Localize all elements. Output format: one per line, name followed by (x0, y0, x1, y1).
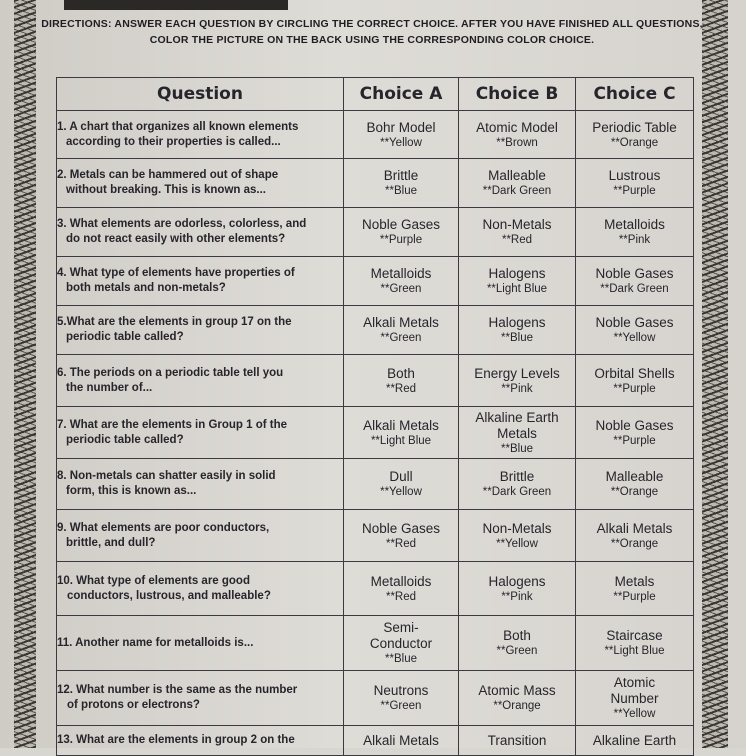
color-choice: **Red (385, 537, 417, 550)
question-line: 8. Non-metals can shatter easily in solid (57, 470, 276, 482)
color-choice: **Green (380, 700, 422, 712)
choice-a-cell[interactable] (344, 306, 459, 355)
question-cell (57, 562, 344, 616)
table-row (57, 407, 694, 459)
question-cell (57, 159, 344, 208)
choice-b-cell[interactable] (459, 208, 576, 257)
choice-text: Halogens (488, 266, 546, 281)
question-line: according to their properties is called... (66, 135, 281, 148)
question-cell (57, 257, 344, 306)
choice-text: Non-Metals (482, 217, 552, 232)
choice-text: Non-Metals (482, 520, 552, 536)
choice-a-cell[interactable] (344, 510, 459, 562)
table-row (57, 306, 694, 355)
choice-text: Bohr Model (366, 119, 436, 135)
choice-text: Both (503, 628, 531, 643)
choice-text: Alkali Metals (363, 315, 439, 330)
choice-text: Halogens (488, 315, 546, 330)
choice-a-cell[interactable] (344, 616, 459, 671)
choice-a-cell[interactable] (344, 562, 459, 616)
question-line: 13. What are the elements in group 2 on the (57, 734, 295, 746)
table-row (57, 459, 694, 510)
choice-text: Brittle (499, 469, 535, 484)
choice-text: Alkaline Earth (475, 409, 559, 425)
color-choice: **Green (380, 332, 422, 344)
table-row (57, 111, 694, 159)
choice-b-cell[interactable] (459, 671, 576, 726)
question-cell (57, 208, 344, 257)
question-line: 1. A chart that organizes all known elements (57, 120, 299, 133)
color-choice: **Purple (379, 234, 423, 246)
question-line: without breaking. This is known as... (66, 184, 266, 196)
choice-a-cell[interactable] (344, 159, 459, 208)
choice-text: Metals (614, 573, 655, 589)
question-line: 6. The periods on a periodic table tell you (57, 366, 284, 379)
table-row (57, 616, 694, 671)
table-header-row (57, 78, 694, 111)
table-row (57, 159, 694, 208)
color-choice: **Blue (501, 332, 533, 344)
question-line: brittle, and dull? (66, 536, 156, 549)
choice-text: Alkali Metals (363, 417, 439, 433)
choice-b-cell[interactable] (459, 459, 576, 510)
question-line: 10. What type of elements are good (57, 574, 250, 587)
choice-text: Atomic Mass (478, 683, 556, 698)
choice-b-cell[interactable] (459, 407, 576, 459)
question-cell (57, 671, 344, 726)
color-choice: **Blue (501, 442, 533, 455)
choice-b-cell[interactable] (459, 616, 576, 671)
choice-c-cell[interactable] (576, 562, 694, 616)
question-line: 5.What are the elements in group 17 on the (57, 316, 292, 328)
table-row (57, 355, 694, 407)
choice-a-cell[interactable] (344, 726, 459, 756)
choice-a-cell[interactable] (344, 671, 459, 726)
choice-c-cell[interactable] (576, 257, 694, 306)
choice-text: Malleable (605, 469, 664, 484)
question-cell (57, 407, 344, 459)
question-cell (57, 616, 344, 671)
choice-text: Atomic Model (476, 119, 558, 135)
choice-text: Alkali Metals (363, 732, 439, 748)
question-cell (57, 355, 344, 407)
choice-b-cell[interactable] (459, 726, 576, 756)
color-choice: **Dark Green (482, 185, 552, 197)
choice-text: Metalloids (370, 573, 432, 589)
directions-line-2: COLOR THE PICTURE ON THE BACK USING THE CORRESPONDING COLOR CHOICE. (149, 34, 595, 46)
choice-text: Alkaline Earth (592, 732, 677, 748)
question-line: periodic table called? (66, 331, 184, 343)
decorative-border-left (14, 0, 36, 748)
color-choice: **Blue (385, 653, 417, 665)
question-line: 9. What elements are poor conductors, (57, 521, 270, 534)
choice-c-cell[interactable] (576, 510, 694, 562)
choice-c-cell[interactable] (576, 208, 694, 257)
color-choice: **Light Blue (604, 645, 665, 657)
choice-a-cell[interactable] (344, 459, 459, 510)
table-row (57, 671, 694, 726)
choice-text: Semi- (383, 620, 419, 635)
color-choice: **Yellow (380, 486, 422, 498)
color-choice: **Pink (618, 234, 651, 246)
choice-text: Noble Gases (361, 217, 441, 232)
choice-b-cell[interactable] (459, 562, 576, 616)
color-choice: **Orange (610, 537, 659, 550)
color-choice: **Light Blue (486, 283, 548, 295)
choice-text: Orbital Shells (594, 365, 675, 381)
question-line: do not react easily with other elements? (66, 233, 286, 245)
choice-text: Noble Gases (595, 315, 674, 330)
color-choice: **Purple (613, 185, 656, 197)
choice-text: Dull (389, 469, 413, 484)
choice-text: Number (610, 691, 659, 706)
color-choice: **Blue (385, 185, 417, 197)
color-choice: **Yellow (613, 708, 656, 720)
directions-line-1: DIRECTIONS: ANSWER EACH QUESTION BY CIRCLING THE CORRECT CHOICE. AFTER YOU HAVE FINISHED ALL QUESTIONS, (41, 18, 703, 30)
question-line: both metals and non-metals? (66, 282, 226, 294)
choice-text: Periodic Table (592, 119, 677, 135)
color-choice: **Yellow (496, 537, 538, 550)
choice-b-cell[interactable] (459, 257, 576, 306)
question-line: 3. What elements are odorless, colorless, and (57, 218, 307, 230)
question-line: 2. Metals can be hammered out of shape (57, 169, 279, 181)
header-choice-a: Choice A (344, 78, 459, 111)
choice-c-cell[interactable] (576, 671, 694, 726)
choice-b-cell[interactable] (459, 159, 576, 208)
color-choice: **Purple (613, 382, 656, 395)
table-row (57, 562, 694, 616)
color-choice: **Green (380, 283, 422, 295)
choice-text: Neutrons (373, 683, 429, 698)
question-line: 7. What are the elements in Group 1 of the (57, 418, 288, 431)
table-row (57, 726, 694, 756)
choice-b-cell[interactable] (459, 510, 576, 562)
choice-text: Metalloids (370, 266, 432, 281)
color-choice: **Dark Green (600, 283, 669, 295)
question-line: periodic table called? (66, 433, 184, 446)
question-line: of protons or electrons? (67, 699, 200, 711)
color-choice: **Green (496, 645, 538, 657)
question-line: 11. Another name for metalloids is... (57, 636, 254, 649)
question-cell (57, 306, 344, 355)
directions-text (40, 16, 704, 48)
color-choice: **Yellow (380, 136, 422, 149)
question-line: the number of... (66, 381, 153, 394)
table-row (57, 510, 694, 562)
question-cell (57, 726, 344, 756)
table-row (57, 257, 694, 306)
question-line: 4. What type of elements have properties of (57, 267, 295, 279)
color-choice: **Orange (493, 700, 541, 712)
question-cell (57, 510, 344, 562)
choice-text: Conductor (369, 636, 433, 651)
choice-c-cell[interactable] (576, 159, 694, 208)
choice-b-cell[interactable] (459, 306, 576, 355)
question-table (56, 77, 694, 756)
color-choice: **Pink (501, 590, 533, 603)
choice-text: Atomic (613, 675, 656, 690)
color-choice: **Orange (610, 486, 659, 498)
table-row (57, 208, 694, 257)
choice-text: Noble Gases (361, 520, 441, 536)
choice-b-cell[interactable] (459, 355, 576, 407)
choice-c-cell[interactable] (576, 306, 694, 355)
color-choice: **Yellow (613, 332, 656, 344)
choice-text: Staircase (606, 628, 663, 643)
color-choice: **Pink (501, 382, 533, 395)
title-banner (64, 0, 288, 10)
choice-c-cell[interactable] (576, 616, 694, 671)
choice-text: Both (387, 365, 415, 381)
choice-a-cell[interactable] (344, 111, 459, 159)
choice-a-cell[interactable] (344, 257, 459, 306)
choice-text: Alkali Metals (596, 520, 673, 536)
color-choice: **Red (385, 382, 417, 395)
choice-text: Transition (487, 732, 547, 748)
choice-b-cell[interactable] (459, 111, 576, 159)
header-choice-b: Choice B (459, 78, 576, 111)
header-choice-c: Choice C (576, 78, 694, 111)
choice-text: Malleable (488, 168, 546, 183)
choice-text: Halogens (488, 573, 546, 589)
color-choice: **Dark Green (482, 486, 552, 498)
color-choice: **Orange (610, 136, 659, 149)
question-line: 12. What number is the same as the number (57, 684, 298, 696)
choice-text: Noble Gases (595, 417, 674, 433)
choice-a-cell[interactable] (344, 355, 459, 407)
choice-c-cell[interactable] (576, 111, 694, 159)
color-choice: **Light Blue (370, 434, 432, 447)
color-choice: **Brown (496, 136, 538, 149)
choice-c-cell[interactable] (576, 407, 694, 459)
choice-a-cell[interactable] (344, 407, 459, 459)
color-choice: **Red (385, 590, 417, 603)
color-choice: **Red (501, 234, 533, 246)
question-line: conductors, lustrous, and malleable? (67, 589, 271, 602)
choice-text: Metalloids (604, 217, 665, 232)
choice-text: Brittle (383, 168, 419, 183)
question-line: form, this is known as... (66, 485, 197, 497)
header-question: Question (57, 78, 344, 111)
choice-c-cell[interactable] (576, 459, 694, 510)
choice-a-cell[interactable] (344, 208, 459, 257)
color-choice: **Purple (613, 434, 656, 447)
choice-text: Metals (497, 425, 537, 441)
decorative-border-right (702, 0, 728, 748)
color-choice: **Purple (613, 590, 656, 603)
choice-c-cell[interactable] (576, 726, 694, 756)
question-cell (57, 111, 344, 159)
choice-text: Noble Gases (595, 266, 674, 281)
question-cell (57, 459, 344, 510)
choice-text: Energy Levels (474, 365, 560, 381)
choice-c-cell[interactable] (576, 355, 694, 407)
choice-text: Lustrous (608, 168, 661, 183)
